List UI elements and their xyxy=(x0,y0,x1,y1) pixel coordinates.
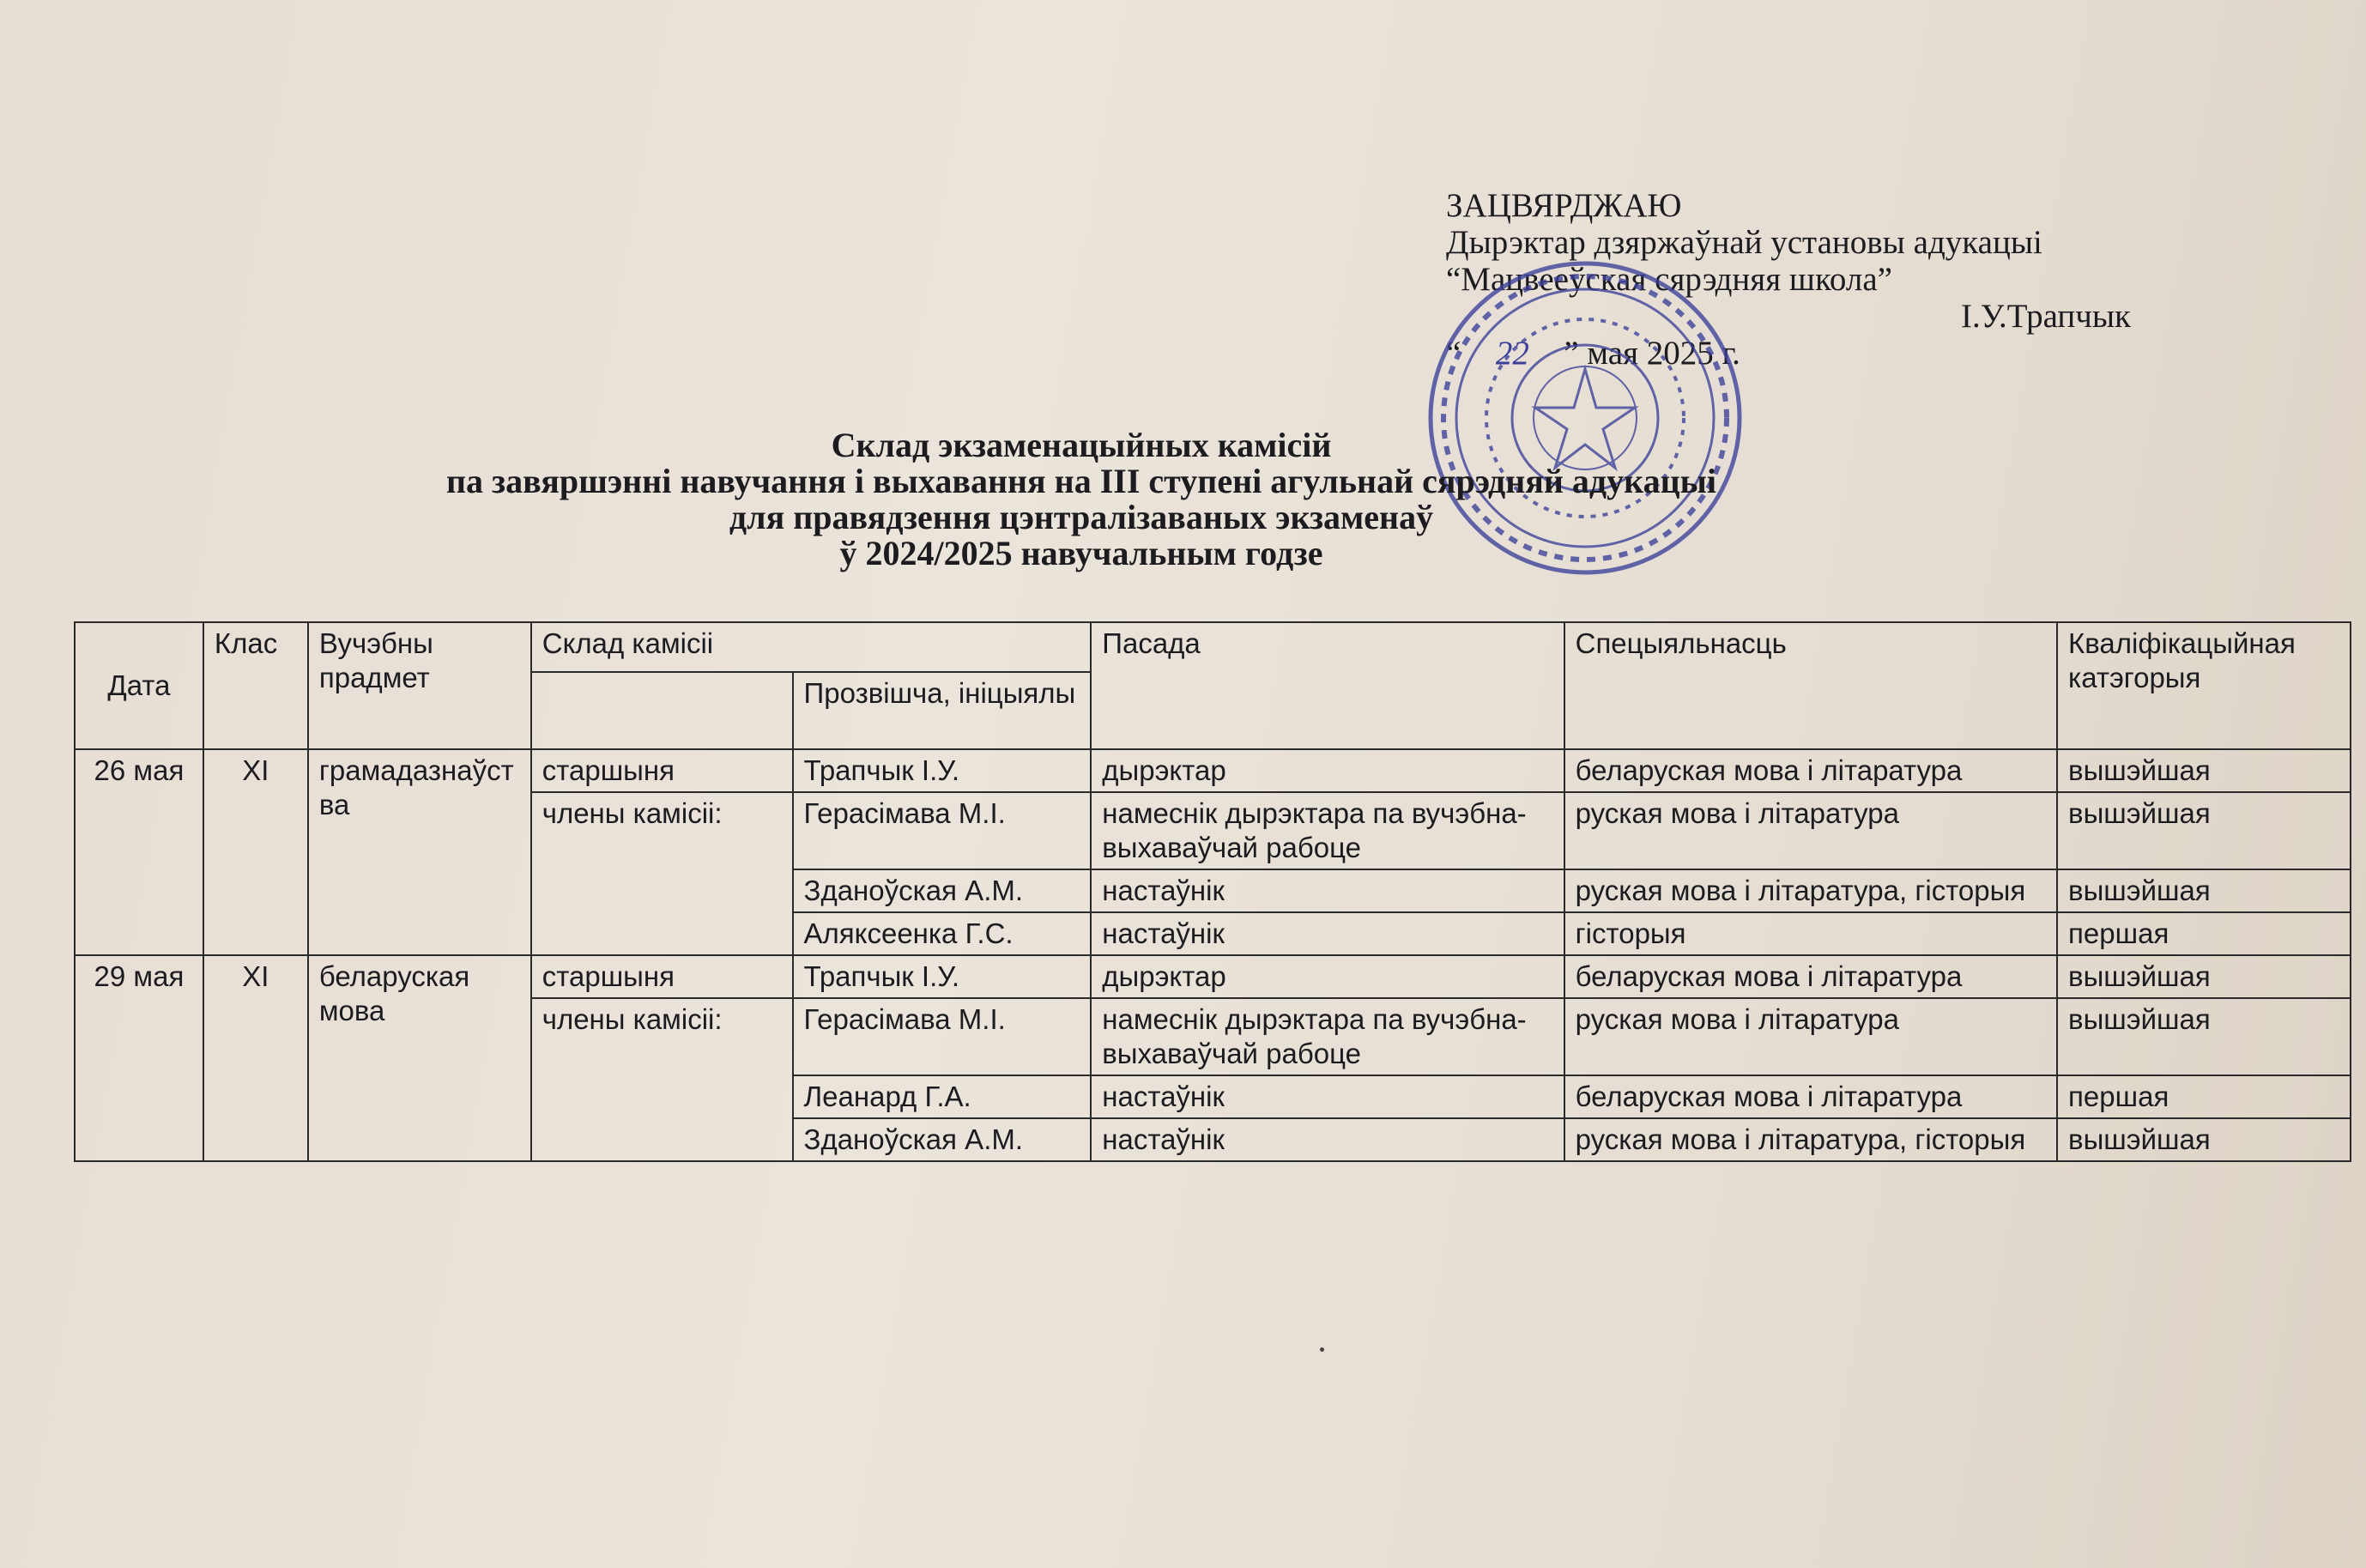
row-name: Зданоўская А.М. xyxy=(793,1118,1092,1161)
row-position: намеснік дырэктара па вучэбна-выхаваўчай рабоце xyxy=(1091,998,1564,1075)
title-line-1: Склад экзаменацыйных камісій xyxy=(831,426,1332,464)
table-row xyxy=(75,749,2351,792)
approval-institution: “Мацвееўская сярэдняя школа” xyxy=(1446,261,1892,298)
group-class: XI xyxy=(203,749,308,955)
row-role: старшыня xyxy=(531,749,793,792)
row-specialty: руская мова і літаратура, гісторыя xyxy=(1564,869,2057,912)
row-category: вышэйшая xyxy=(2057,792,2351,869)
header-date: Дата xyxy=(75,622,203,749)
row-name: Леанард Г.А. xyxy=(793,1075,1092,1118)
row-role: члены камісіі: xyxy=(531,792,793,955)
row-category: вышэйшая xyxy=(2057,955,2351,998)
approval-position-line: Дырэктар дзяржаўнай установы адукацыі xyxy=(1446,224,2042,261)
title-line-2: па завяршэнні навучання і выхавання на ІІІ ступені агульнай сярэдняй адукацыі xyxy=(446,462,1716,500)
title-line-3: для правядзення цэнтралізаваных экзаменаў xyxy=(729,498,1434,536)
row-position: настаўнік xyxy=(1091,1075,1564,1118)
header-role xyxy=(531,672,793,749)
approval-date-rest: ” мая 2025 г. xyxy=(1564,335,1740,372)
approval-signature-name: І.У.Трапчык xyxy=(1961,298,2132,335)
row-position: настаўнік xyxy=(1091,912,1564,955)
row-category: вышэйшая xyxy=(2057,749,2351,792)
header-specialty: Спецыяльнасць xyxy=(1564,622,2057,749)
table-header-row xyxy=(75,622,2351,672)
row-name: Аляксеенка Г.С. xyxy=(793,912,1092,955)
group-date: 26 мая xyxy=(75,749,203,955)
row-position: намеснік дырэктара па вучэбна-выхаваўчай рабоце xyxy=(1091,792,1564,869)
approval-heading: ЗАЦВЯРДЖАЮ xyxy=(1446,187,1682,224)
row-specialty: гісторыя xyxy=(1564,912,2057,955)
row-category: вышэйшая xyxy=(2057,1118,2351,1161)
row-specialty: руская мова і літаратура, гісторыя xyxy=(1564,1118,2057,1161)
row-position: дырэктар xyxy=(1091,749,1564,792)
row-position: настаўнік xyxy=(1091,869,1564,912)
header-position: Пасада xyxy=(1091,622,1564,749)
row-category: першая xyxy=(2057,912,2351,955)
row-position: настаўнік xyxy=(1091,1118,1564,1161)
group-date: 29 мая xyxy=(75,955,203,1161)
row-specialty: беларуская мова і літаратура xyxy=(1564,749,2057,792)
group-subject: грамадазнаўства xyxy=(308,749,531,955)
row-specialty: беларуская мова і літаратура xyxy=(1564,1075,2057,1118)
header-commission: Склад камісіі xyxy=(531,622,1092,672)
title-line-4: ў 2024/2025 навучальным годзе xyxy=(839,534,1323,572)
header-subject: Вучэбны прадмет xyxy=(308,622,531,749)
row-category: вышэйшая xyxy=(2057,869,2351,912)
row-category: вышэйшая xyxy=(2057,998,2351,1075)
header-category: Кваліфікацыйная катэгорыя xyxy=(2057,622,2351,749)
group-subject: беларуская мова xyxy=(308,955,531,1161)
table-row xyxy=(75,955,2351,998)
row-category: першая xyxy=(2057,1075,2351,1118)
approval-date-prefix: “ xyxy=(1446,335,1461,372)
row-name: Зданоўская А.М. xyxy=(793,869,1092,912)
row-specialty: беларуская мова і літаратура xyxy=(1564,955,2057,998)
approval-date-day: 22 xyxy=(1495,335,1529,372)
row-name: Трапчык І.У. xyxy=(793,749,1092,792)
row-name: Герасімава М.І. xyxy=(793,998,1092,1075)
row-position: дырэктар xyxy=(1091,955,1564,998)
row-name: Трапчык І.У. xyxy=(793,955,1092,998)
row-role: старшыня xyxy=(531,955,793,998)
group-class: XI xyxy=(203,955,308,1161)
paper-speck xyxy=(1320,1347,1324,1352)
row-specialty: руская мова і літаратура xyxy=(1564,998,2057,1075)
header-class: Клас xyxy=(203,622,308,749)
row-role: члены камісіі: xyxy=(531,998,793,1161)
header-surname: Прозвішча, ініцыялы xyxy=(793,672,1092,749)
document-title xyxy=(240,427,1922,572)
row-specialty: руская мова і літаратура xyxy=(1564,792,2057,869)
row-name: Герасімава М.І. xyxy=(793,792,1092,869)
commission-table xyxy=(74,621,2351,1162)
